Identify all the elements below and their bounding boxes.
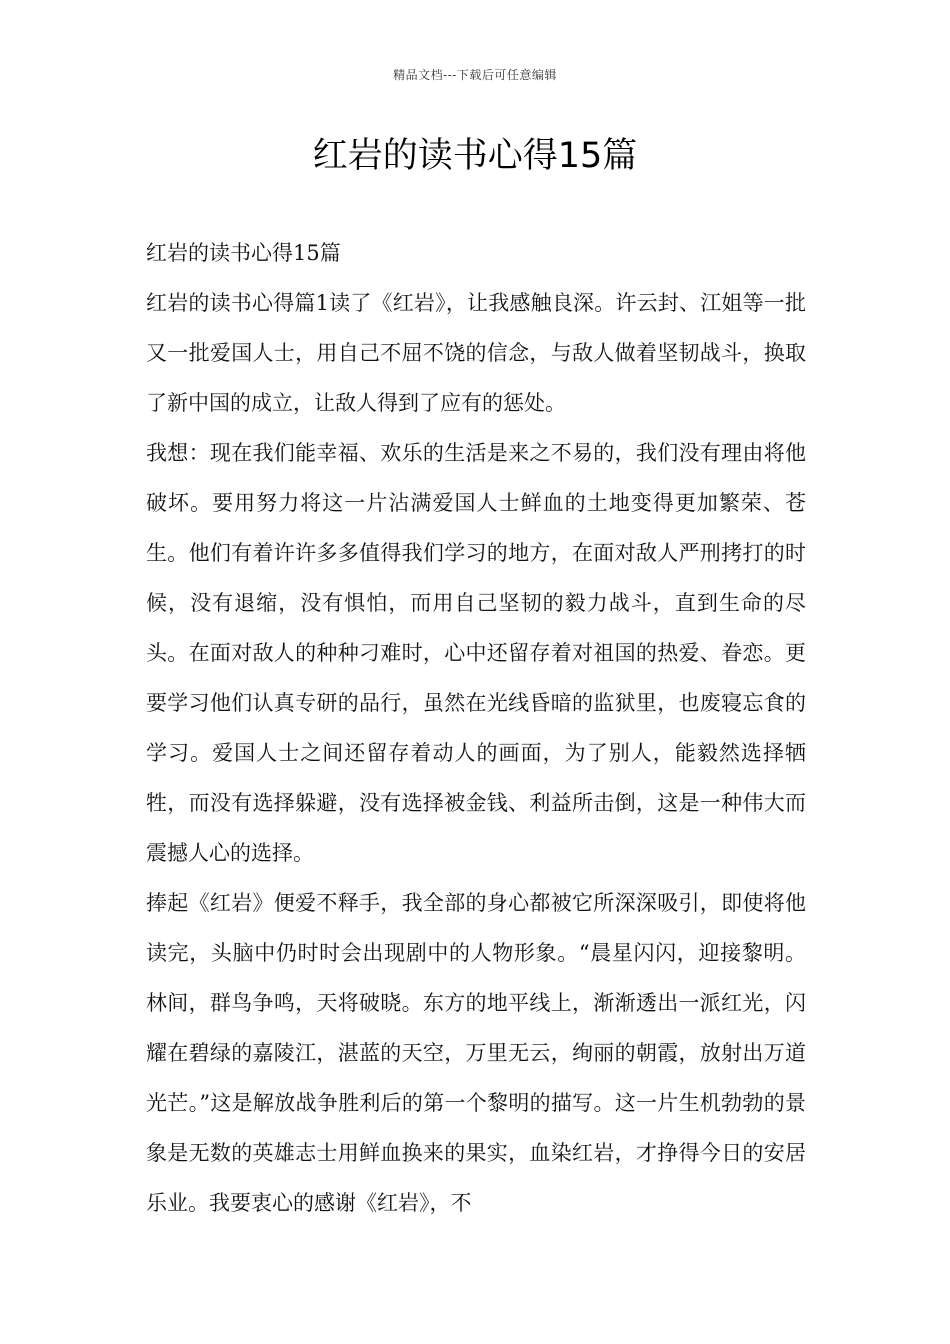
header-note: 精品文档---下载后可任意编辑 [393,68,557,82]
body-paragraph: 捧起《红岩》便爱不释手，我全部的身心都被它所深深吸引，即使将他读完，头脑中仍时时会出现剧中的人物形象。“晨星闪闪，迎接黎明。林间，群鸟争鸣，天将破晓。东方的地平线上，渐渐透出一派红光，闪耀在碧绿的嘉陵江，湛蓝的天空，万里无云，绚丽的朝霞，放射出万道光芒。”这是解放战争胜利后的第一个黎明的描写。这一片生机勃勃的景象是无数的英雄志士用鲜血换来的果实，血染红岩，才挣得今日的安居乐业。我要衷心的感谢《红岩》，不 [146,891,806,1215]
document-title: 红岩的读书心得15篇 [312,136,638,176]
body-paragraph: 红岩的读书心得篇1读了《红岩》，让我感触良深。许云封、江姐等一批又一批爱国人士，用自己不屈不饶的信念，与敌人做着坚韧战斗，换取了新中国的成立，让敌人得到了应有的惩处。 [146,291,806,415]
document-body [146,228,806,1228]
body-paragraph: 我想：现在我们能幸福、欢乐的生活是来之不易的，我们没有理由将他破坏。要用努力将这一片沾满爱国人士鲜血的土地变得更加繁荣、苍生。他们有着许许多多值得我们学习的地方，在面对敌人严刑拷打的时候，没有退缩，没有惧怕，而用自己坚韧的毅力战斗，直到生命的尽头。在面对敌人的种种刁难时，心中还留存着对祖国的热爱、眷恋。更要学习他们认真专研的品行，虽然在光线昏暗的监狱里，也废寝忘食的学习。爱国人士之间还留存着动人的画面，为了别人，能毅然选择牺牲，而没有选择躲避，没有选择被金钱、利益所击倒，这是一种伟大而震撼人心的选择。 [146,441,806,865]
subtitle-paragraph: 红岩的读书心得15篇 [146,241,341,265]
